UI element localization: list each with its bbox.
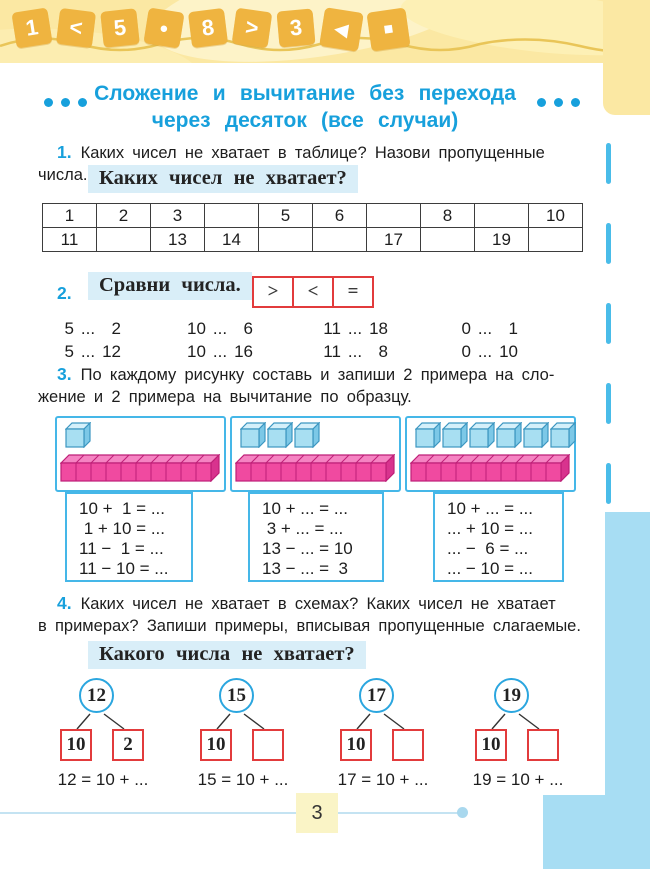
task4-number: 4. bbox=[57, 593, 72, 613]
comparison-column bbox=[55, 317, 121, 363]
equation-line: ... − 6 = ... bbox=[447, 539, 529, 558]
less-than-card: < bbox=[56, 8, 96, 48]
table-cell: 2 bbox=[97, 204, 151, 228]
equation-line: 1 + 10 = ... bbox=[79, 519, 166, 538]
scheme-part-square: 10 bbox=[340, 729, 372, 761]
task3-text2: жение и 2 примера на вычитание по образцу. bbox=[38, 388, 412, 406]
cube-panel bbox=[55, 416, 226, 492]
margin-dash bbox=[606, 463, 611, 504]
top-decorative-band bbox=[0, 0, 650, 63]
number-card: 3 bbox=[276, 8, 315, 47]
compare-left: 11 bbox=[323, 342, 341, 361]
table-cell: 13 bbox=[151, 228, 205, 252]
compare-dots: ... bbox=[347, 319, 363, 338]
margin-dash bbox=[606, 303, 611, 344]
compare-left: 5 bbox=[64, 319, 74, 338]
scheme-equation: 19 = 10 + ... bbox=[472, 770, 564, 789]
compare-left: 0 bbox=[461, 319, 471, 338]
scheme-total-circle: 15 bbox=[219, 678, 254, 713]
equation-line: 10 + ... = ... bbox=[447, 499, 533, 518]
margin-dash bbox=[606, 383, 611, 424]
task4-instruction bbox=[38, 592, 590, 637]
table-cell: 10 bbox=[529, 204, 583, 228]
table-cell bbox=[367, 204, 421, 228]
title-dots-right bbox=[537, 98, 580, 107]
scheme-part-square: 10 bbox=[60, 729, 92, 761]
page-title bbox=[75, 80, 535, 134]
band-corner-block bbox=[603, 0, 650, 115]
task4-text1: Каких чисел не хватает в схемах? Каких чисел не хватает bbox=[80, 595, 556, 613]
pink-cube-bar bbox=[410, 454, 570, 487]
table-cell bbox=[205, 204, 259, 228]
footer-rule bbox=[0, 812, 462, 814]
triangle-card: ◀ bbox=[319, 7, 364, 52]
table-cell: 5 bbox=[259, 204, 313, 228]
table-cell: 3 bbox=[151, 204, 205, 228]
scheme-links bbox=[340, 713, 425, 730]
compare-left: 10 bbox=[187, 319, 206, 338]
table-cell bbox=[421, 228, 475, 252]
number-card: 5 bbox=[100, 8, 140, 48]
scheme-group bbox=[472, 678, 564, 796]
equation-line: 11 − 1 = ... bbox=[79, 539, 164, 558]
table-cell: 19 bbox=[475, 228, 529, 252]
task2-question-text: Сравни числа. bbox=[88, 272, 252, 300]
number-cards-row bbox=[14, 10, 408, 49]
blue-cube-row bbox=[415, 422, 576, 448]
page-number: 3 bbox=[296, 793, 338, 833]
equation-line: 13 − ... = 3 bbox=[262, 559, 349, 578]
scheme-part-square bbox=[252, 729, 284, 761]
circle-card: ● bbox=[143, 7, 184, 48]
scheme-equation: 17 = 10 + ... bbox=[337, 770, 429, 789]
scheme-total-circle: 17 bbox=[359, 678, 394, 713]
number-card: 8 bbox=[188, 8, 228, 48]
compare-right: 10 bbox=[499, 342, 518, 361]
compare-right: 18 bbox=[369, 319, 388, 338]
compare-dots: ... bbox=[212, 319, 228, 338]
table-cell bbox=[97, 228, 151, 252]
task4-question-highlight bbox=[88, 643, 366, 666]
compare-left: 0 bbox=[461, 342, 471, 361]
pink-cube-bar bbox=[60, 454, 220, 487]
task4-line1 bbox=[38, 592, 590, 615]
scheme-links bbox=[60, 713, 145, 730]
blue-cube-row bbox=[65, 422, 91, 448]
compare-left: 10 bbox=[187, 342, 206, 361]
table-cell: 11 bbox=[43, 228, 97, 252]
task1-question-highlight bbox=[88, 167, 358, 190]
compare-left: 11 bbox=[323, 319, 341, 338]
blue-cube-row bbox=[240, 422, 320, 448]
compare-dots: ... bbox=[212, 342, 228, 361]
scheme-part-square: 10 bbox=[475, 729, 507, 761]
task1-number: 1. bbox=[57, 142, 72, 162]
cube-panel bbox=[405, 416, 576, 492]
number-table bbox=[42, 203, 583, 252]
task2-question-highlight bbox=[88, 274, 252, 297]
compare-dots: ... bbox=[80, 342, 96, 361]
comparison-column bbox=[187, 317, 253, 363]
compare-right: 16 bbox=[234, 342, 253, 361]
cube-panel bbox=[230, 416, 401, 492]
table-cell bbox=[313, 228, 367, 252]
compare-right: 12 bbox=[102, 342, 121, 361]
comparison-signs bbox=[252, 276, 374, 308]
scheme-part-square: 10 bbox=[200, 729, 232, 761]
scheme-group bbox=[57, 678, 149, 796]
equation-line: ... − 10 = ... bbox=[447, 559, 533, 578]
table-row bbox=[43, 228, 583, 252]
table-cell bbox=[529, 228, 583, 252]
comparison-pair bbox=[55, 340, 121, 363]
page-title-line2: через десяток (все случаи) bbox=[151, 109, 459, 132]
comparison-column bbox=[322, 317, 388, 363]
number-card: 1 bbox=[11, 7, 52, 48]
compare-right: 2 bbox=[111, 319, 121, 338]
example-box bbox=[433, 492, 564, 582]
task3-text1: По каждому рисунку составь и запиши 2 примера на сло- bbox=[80, 366, 555, 384]
task3-line1 bbox=[38, 363, 590, 386]
less-sign-box: < bbox=[292, 276, 334, 308]
margin-dash bbox=[606, 143, 611, 184]
table-cell bbox=[475, 204, 529, 228]
greater-sign-box: > bbox=[252, 276, 294, 308]
table-cell: 6 bbox=[313, 204, 367, 228]
scheme-part-square bbox=[392, 729, 424, 761]
comparison-pair bbox=[322, 317, 388, 340]
table-cell: 1 bbox=[43, 204, 97, 228]
scheme-links bbox=[475, 713, 560, 730]
task2-number: 2. bbox=[57, 283, 72, 303]
equation-line: 11 − 10 = ... bbox=[79, 559, 169, 578]
greater-than-card: > bbox=[232, 8, 273, 49]
compare-left: 5 bbox=[64, 342, 74, 361]
task3-instruction bbox=[38, 363, 590, 408]
comparison-pair bbox=[322, 340, 388, 363]
scheme-total-circle: 12 bbox=[79, 678, 114, 713]
scheme-equation: 15 = 10 + ... bbox=[197, 770, 289, 789]
page-title-line1: Сложение и вычитание без перехода bbox=[94, 82, 516, 105]
compare-dots: ... bbox=[347, 342, 363, 361]
compare-dots: ... bbox=[80, 319, 96, 338]
table-cell bbox=[259, 228, 313, 252]
scheme-group bbox=[337, 678, 429, 796]
compare-right: 6 bbox=[243, 319, 253, 338]
comparison-pair bbox=[55, 317, 121, 340]
scheme-total-circle: 19 bbox=[494, 678, 529, 713]
pink-cube-bar bbox=[235, 454, 395, 487]
table-cell: 17 bbox=[367, 228, 421, 252]
task1-text: Каких чисел не хватает в таблице? Назови пропущенные числа. bbox=[38, 144, 545, 184]
example-box bbox=[65, 492, 193, 582]
task4-question-text: Какого числа не хватает? bbox=[88, 641, 366, 669]
equation-line: 10 + 1 = ... bbox=[79, 499, 166, 518]
table-cell: 14 bbox=[205, 228, 259, 252]
example-box bbox=[248, 492, 384, 582]
equals-sign-box: = bbox=[332, 276, 374, 308]
equation-line: 10 + ... = ... bbox=[262, 499, 348, 518]
comparison-pair bbox=[187, 317, 253, 340]
table-row bbox=[43, 204, 583, 228]
equation-line: 13 − ... = 10 bbox=[262, 539, 353, 558]
corner-deco-strip bbox=[605, 512, 650, 796]
scheme-equation: 12 = 10 + ... bbox=[57, 770, 149, 789]
scheme-part-square: 2 bbox=[112, 729, 144, 761]
task3-number: 3. bbox=[57, 364, 72, 384]
compare-right: 8 bbox=[378, 342, 388, 361]
scheme-group bbox=[197, 678, 289, 796]
task4-text2: в примерах? Запиши примеры, вписывая пропущенные слагаемые. bbox=[38, 617, 581, 635]
compare-dots: ... bbox=[477, 342, 493, 361]
comparison-pair bbox=[452, 340, 518, 363]
table-cell: 8 bbox=[421, 204, 475, 228]
comparison-column bbox=[452, 317, 518, 363]
footer-rule-dot bbox=[457, 807, 468, 818]
comparison-pair bbox=[187, 340, 253, 363]
equation-line: 3 + ... = ... bbox=[262, 519, 344, 538]
comparison-pair bbox=[452, 317, 518, 340]
compare-right: 1 bbox=[508, 319, 518, 338]
square-card: ■ bbox=[366, 7, 410, 51]
scheme-part-square bbox=[527, 729, 559, 761]
corner-deco-block bbox=[543, 795, 650, 869]
margin-dash bbox=[606, 223, 611, 264]
compare-dots: ... bbox=[477, 319, 493, 338]
task1-question-text: Каких чисел не хватает? bbox=[88, 165, 358, 193]
scheme-links bbox=[200, 713, 285, 730]
equation-line: ... + 10 = ... bbox=[447, 519, 533, 538]
